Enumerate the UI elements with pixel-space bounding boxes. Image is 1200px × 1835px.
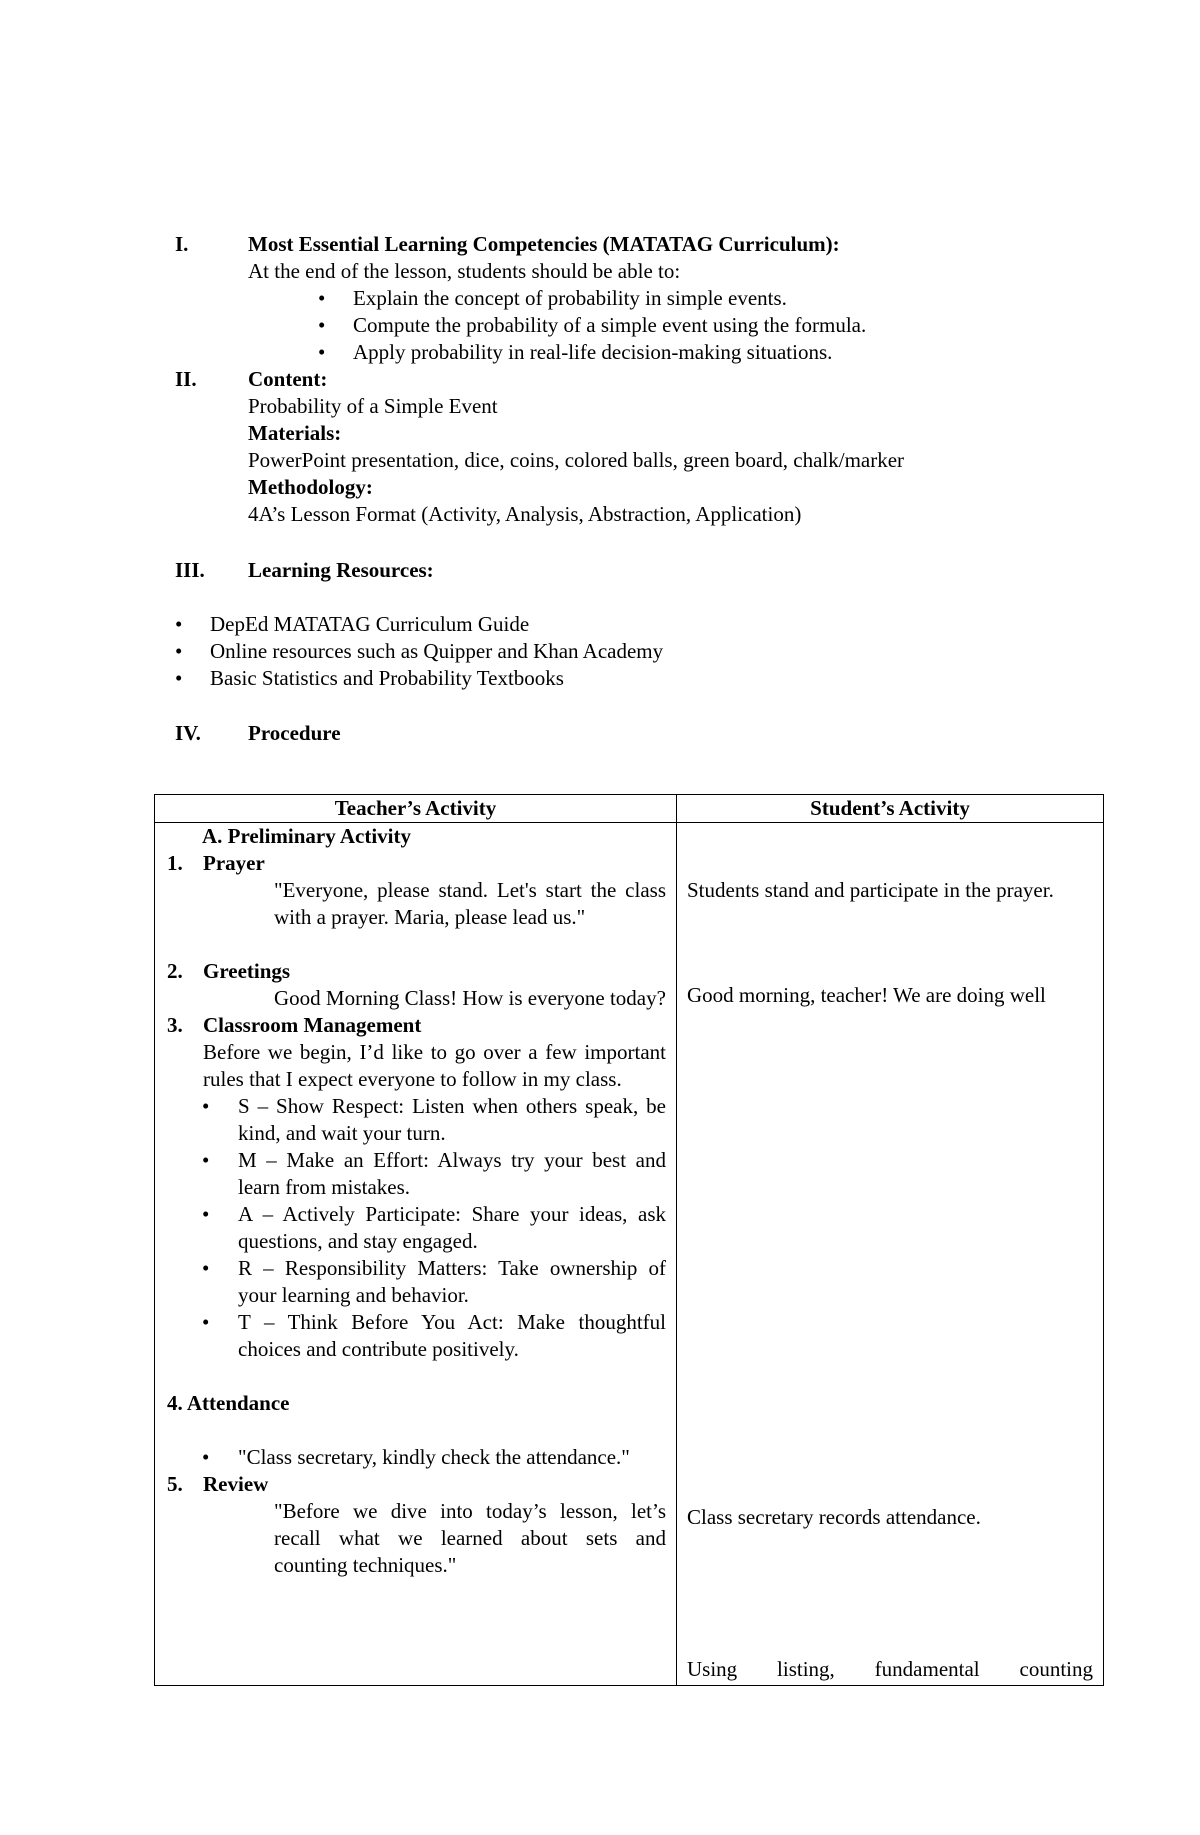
materials-text: PowerPoint presentation, dice, coins, colored balls, green board, chalk/marker [248,448,905,472]
competencies-intro: At the end of the lesson, students should be able to: [248,259,681,283]
objectives-list [353,285,1075,366]
list-item: • A – Actively Participate: Share your ideas, ask questions, and stay engaged. [238,1201,666,1255]
item-number: 3. [167,1013,183,1037]
section-numeral: I. [175,232,189,256]
section-procedure [175,720,1075,747]
list-item: • Basic Statistics and Probability Textbooks [210,665,1075,692]
review-text: "Before we dive into today’s lesson, let’s recall what we learned about sets and counting techniques." [274,1499,666,1577]
review-heading [167,1471,666,1498]
section-title: Most Essential Learning Competencies (MATATAG Curriculum): [248,232,840,256]
item-title: Greetings [203,959,291,983]
item-number: 5. [167,1472,183,1496]
classroom-management-heading [167,1012,666,1039]
list-item: • R – Responsibility Matters: Take ownership of your learning and behavior. [238,1255,666,1309]
item-number: 2. [167,959,183,983]
student-prayer-response: Students stand and participate in the prayer. [687,878,1054,902]
student-greetings-response: Good morning, teacher! We are doing well [687,983,1046,1007]
procedure-table [154,794,1104,1686]
list-item: • M – Make an Effort: Always try your best and learn from mistakes. [238,1147,666,1201]
list-item: • DepEd MATATAG Curriculum Guide [210,611,1075,638]
attendance-list [238,1444,666,1471]
header-teacher-activity: Teacher’s Activity [155,795,677,823]
list-item: • Online resources such as Quipper and Khan Academy [210,638,1075,665]
methodology-text: 4A’s Lesson Format (Activity, Analysis, Abstraction, Application) [248,502,802,526]
greetings-text: Good Morning Class! How is everyone today? [274,986,666,1010]
teacher-activity-cell [155,823,677,1686]
prayer-heading [167,850,666,877]
prayer-text: "Everyone, please stand. Let's start the class with a prayer. Maria, please lead us." [274,878,666,929]
methodology-label: Methodology: [248,475,373,499]
section-title: Procedure [248,721,341,745]
section-title: Learning Resources: [248,558,434,582]
item-title: Prayer [203,851,265,875]
item-title: Classroom Management [203,1013,422,1037]
header-student-activity: Student’s Activity [677,795,1104,823]
list-item: • S – Show Respect: Listen when others speak, be kind, and wait your turn. [238,1093,666,1147]
section-content [175,366,1075,528]
list-item: • Explain the concept of probability in simple events. [353,285,1075,312]
item-title: Review [203,1472,269,1496]
resources-list [210,611,1075,692]
section-title: Content: [248,367,328,391]
list-item: • Compute the probability of a simple event using the formula. [353,312,1075,339]
table-header-row [155,795,1104,823]
list-item: • "Class secretary, kindly check the attendance." [238,1444,666,1471]
greetings-heading [167,958,666,985]
materials-label: Materials: [248,421,342,445]
list-item: • Apply probability in real-life decision-making situations. [353,339,1075,366]
section-numeral: III. [175,558,205,582]
preliminary-heading: A. Preliminary Activity [202,824,411,848]
content-topic: Probability of a Simple Event [248,394,498,418]
student-activity-cell [677,823,1104,1686]
section-numeral: IV. [175,721,201,745]
section-competencies [175,231,1075,366]
rules-list [238,1093,666,1363]
section-numeral: II. [175,367,197,391]
item-number: 1. [167,851,183,875]
table-row [155,823,1104,1686]
list-item: • T – Think Before You Act: Make thoughtful choices and contribute positively. [238,1309,666,1363]
attendance-heading: 4. Attendance [167,1391,290,1415]
classroom-management-text: Before we begin, I’d like to go over a few important rules that I expect everyone to follow in my class. [203,1040,666,1091]
student-review-response: Using listing, fundamental counting [687,1657,1093,1681]
student-attendance-response: Class secretary records attendance. [687,1505,981,1529]
section-resources [175,557,1075,692]
